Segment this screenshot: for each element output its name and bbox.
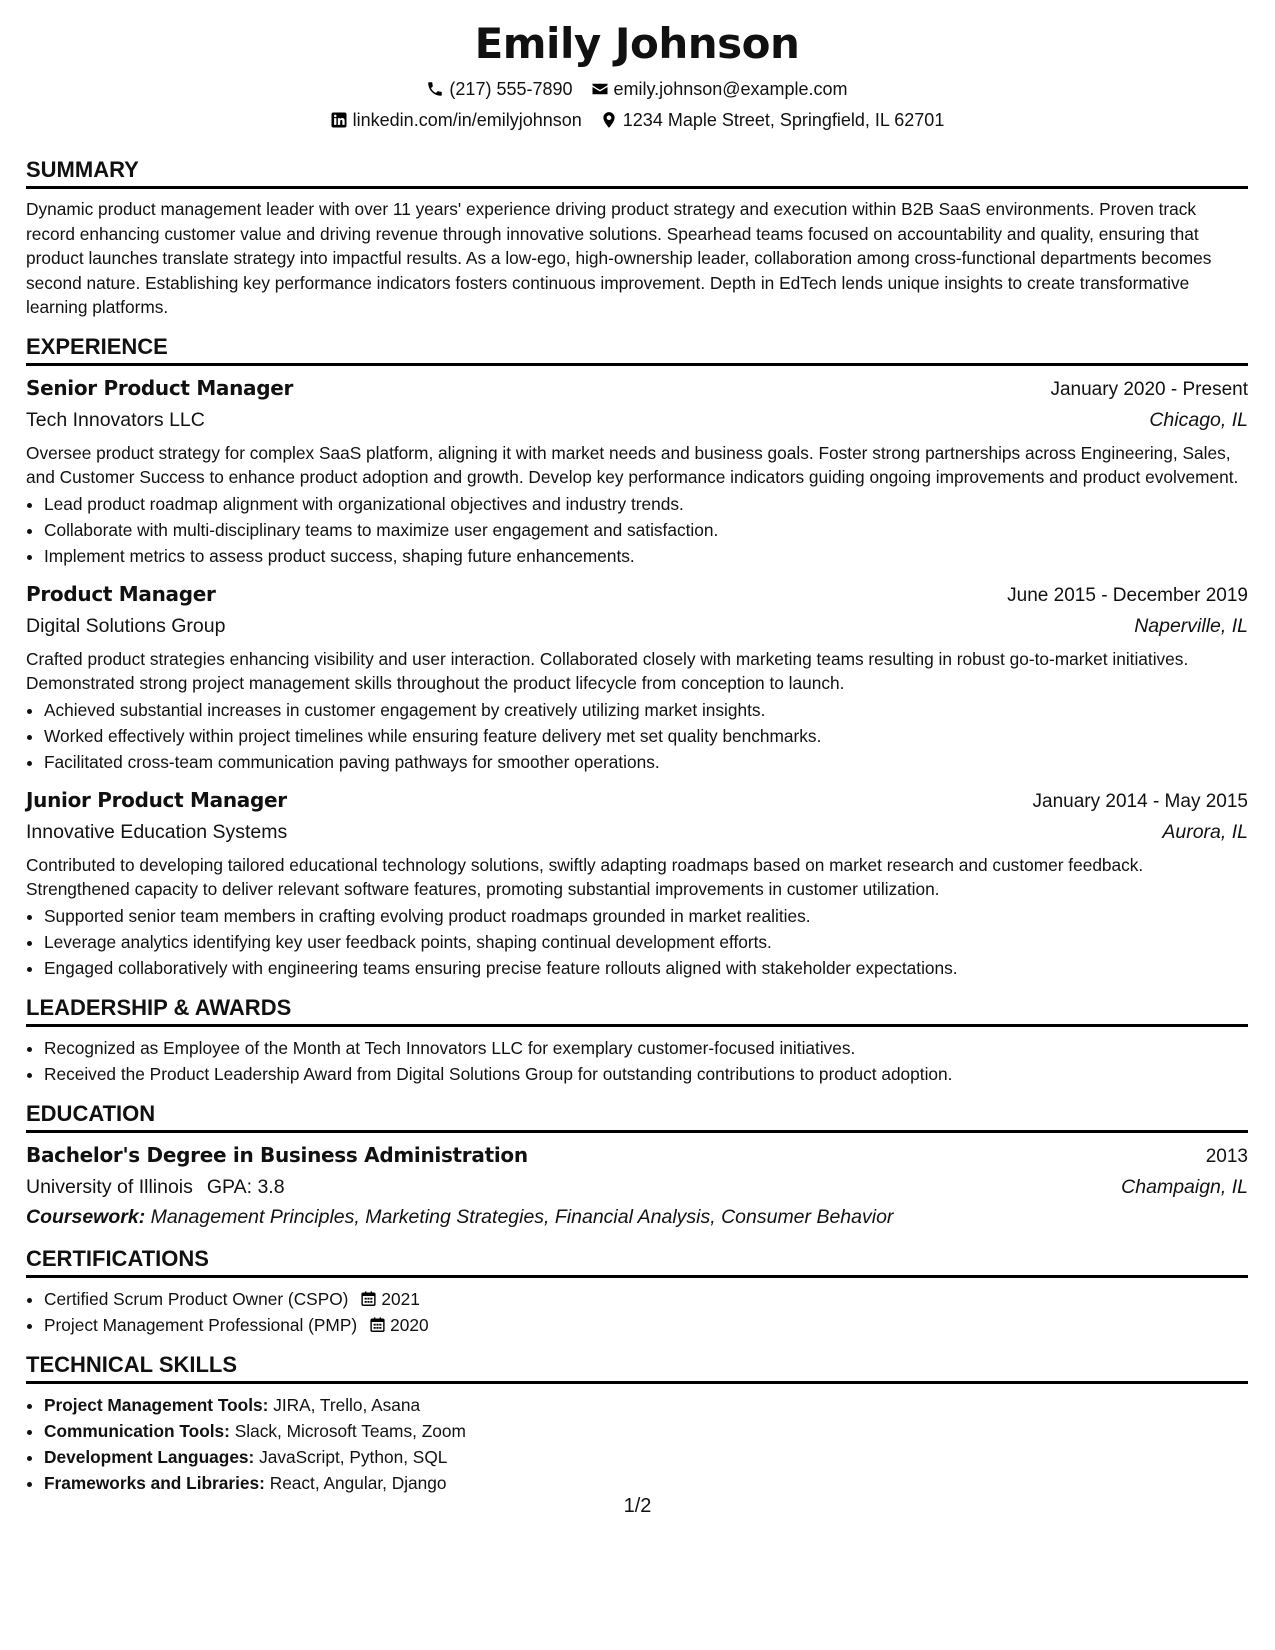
list-item: • Supported senior team members in crafting evolving product roadmaps grounded in market realities.	[44, 903, 1248, 929]
skills-title: TECHNICAL SKILLS	[26, 1352, 1248, 1384]
linkedin-text[interactable]: linkedin.com/in/emilyjohnson	[352, 110, 582, 130]
resume-page	[26, 18, 1248, 1496]
job-title: Junior Product Manager	[26, 787, 287, 812]
calendar-icon	[369, 1316, 386, 1333]
school-name: University of Illinois	[26, 1175, 193, 1198]
job-title: Product Manager	[26, 581, 216, 606]
summary-text: Dynamic product management leader with over 11 years' experience driving product strategy and execution within B2B SaaS environments. Proven track record enhancing customer value and driving revenue through innovative solutions. Spearhead teams focused on accountability and quality, ensuring that product launches translate strategy into impactful results. As a low-ego, high-ownership leader, collaboration among cross-functional departments becomes second nature. Establishing key performance indicators fosters continuous improvement. Depth in EdTech lends unique insights to create transformative learning platforms.	[26, 199, 1212, 317]
job-location: Naperville, IL	[1134, 614, 1248, 637]
list-item: • Lead product roadmap alignment with organizational objectives and industry trends.	[44, 491, 1248, 517]
job-company: Tech Innovators LLC	[26, 408, 205, 431]
education-title: EDUCATION	[26, 1101, 1248, 1133]
calendar-icon	[360, 1290, 377, 1307]
summary-section	[26, 157, 1248, 320]
contact-row-1	[26, 78, 1248, 100]
phone-icon	[426, 80, 444, 98]
skill-value: JIRA, Trello, Asana	[273, 1394, 421, 1415]
list-item	[44, 1470, 1248, 1496]
job-location: Chicago, IL	[1149, 408, 1248, 431]
job-description: Oversee product strategy for complex SaaS platform, aligning it with market needs and business goals. Foster strong partnerships across Engineering, Sales, and Customer Success to enhance product adoption and growth. Develop key performance indicators guiding ongoing improvements and product evolvement.	[26, 442, 1239, 487]
list-item: • Facilitated cross-team communication paving pathways for smoother operations.	[44, 749, 1248, 775]
list-item	[44, 1392, 1248, 1418]
coursework-label: Coursework:	[26, 1205, 146, 1228]
list-item: • Worked effectively within project timelines while ensuring feature delivery met set quality benchmarks.	[44, 723, 1248, 749]
skill-label: Development Languages:	[44, 1446, 255, 1467]
skills-section	[26, 1352, 1248, 1496]
awards-list	[26, 1035, 1248, 1087]
skill-value: React, Angular, Django	[269, 1472, 447, 1493]
job-title: Senior Product Manager	[26, 375, 294, 400]
school-line	[26, 1172, 285, 1202]
graduation-year: 2013	[1205, 1145, 1248, 1167]
candidate-name: Emily Johnson	[474, 19, 800, 68]
education-section	[26, 1101, 1248, 1232]
page-number: 1/2	[623, 1495, 652, 1517]
job-location: Aurora, IL	[1162, 820, 1248, 843]
degree-title: Bachelor's Degree in Business Administration	[26, 1142, 528, 1167]
phone-contact	[426, 78, 572, 100]
list-item	[44, 1312, 1248, 1338]
job-dates: January 2020 - Present	[1050, 378, 1248, 400]
job-dates: June 2015 - December 2019	[1007, 584, 1248, 606]
cert-year: 2020	[390, 1314, 429, 1335]
skills-list	[26, 1392, 1248, 1496]
experience-title: EXPERIENCE	[26, 334, 1248, 366]
contact-row-2	[26, 109, 1248, 131]
address-text: 1234 Maple Street, Springfield, IL 62701	[622, 110, 945, 130]
cert-year: 2021	[381, 1288, 420, 1309]
experience-section	[26, 334, 1248, 981]
cert-name: • Project Management Professional (PMP)	[44, 1314, 358, 1335]
skill-label: Project Management Tools:	[44, 1394, 269, 1415]
job-entry	[26, 579, 1248, 775]
job-bullets	[26, 903, 1248, 981]
list-item: • Leverage analytics identifying key user feedback points, shaping continual development efforts.	[44, 929, 1248, 955]
gpa: GPA: 3.8	[206, 1175, 285, 1198]
list-item: • Achieved substantial increases in customer engagement by creatively utilizing market insights.	[44, 697, 1248, 723]
coursework-text: Management Principles, Marketing Strategies, Financial Analysis, Consumer Behavior	[150, 1205, 894, 1228]
job-bullets	[26, 491, 1248, 569]
certifications-list	[26, 1286, 1248, 1338]
list-item: • Received the Product Leadership Award from Digital Solutions Group for outstanding contributions to product adoption.	[44, 1061, 1248, 1087]
list-item	[44, 1418, 1248, 1444]
skill-label: Communication Tools:	[44, 1420, 230, 1441]
phone-text: (217) 555-7890	[449, 79, 573, 99]
job-bullets	[26, 697, 1248, 775]
list-item: • Recognized as Employee of the Month at Tech Innovators LLC for exemplary customer-focused initiatives.	[44, 1035, 1248, 1061]
linkedin-icon	[330, 111, 348, 129]
cert-name: • Certified Scrum Product Owner (CSPO)	[44, 1288, 349, 1309]
skill-label: Frameworks and Libraries:	[44, 1472, 265, 1493]
list-item: • Engaged collaboratively with engineering teams ensuring precise feature rollouts aligned with stakeholder expectations.	[44, 955, 1248, 981]
certifications-title: CERTIFICATIONS	[26, 1246, 1248, 1278]
leadership-title: LEADERSHIP & AWARDS	[26, 995, 1248, 1027]
linkedin-contact[interactable]	[330, 109, 582, 131]
list-item: • Implement metrics to assess product success, shaping future enhancements.	[44, 543, 1248, 569]
list-item	[44, 1444, 1248, 1470]
summary-title: SUMMARY	[26, 157, 1248, 189]
job-dates: January 2014 - May 2015	[1032, 790, 1248, 812]
certifications-section	[26, 1246, 1248, 1338]
email-text[interactable]: emily.johnson@example.com	[613, 79, 848, 99]
job-description: Crafted product strategies enhancing visibility and user interaction. Collaborated closely with marketing teams resulting in robust go-to-market initiatives. Demonstrated strong project management skills throughout the product lifecycle from conception to launch.	[26, 648, 1189, 693]
address-contact	[600, 109, 945, 131]
list-item: • Collaborate with multi-disciplinary teams to maximize user engagement and satisfaction.	[44, 517, 1248, 543]
job-company: Innovative Education Systems	[26, 820, 288, 843]
job-company: Digital Solutions Group	[26, 614, 226, 637]
job-entry	[26, 785, 1248, 981]
leadership-section	[26, 995, 1248, 1087]
job-entry	[26, 373, 1248, 569]
skill-value: Slack, Microsoft Teams, Zoom	[234, 1420, 466, 1441]
education-entry	[26, 1140, 1248, 1232]
skill-value: JavaScript, Python, SQL	[259, 1446, 448, 1467]
job-description: Contributed to developing tailored educational technology solutions, swiftly adapting roadmaps based on market research and customer feedback. Strengthened capacity to deliver relevant software features, promoting substantial improvements in customer utilization.	[26, 854, 1144, 899]
school-location: Champaign, IL	[1121, 1175, 1248, 1198]
email-contact[interactable]	[591, 78, 848, 100]
map-marker-icon	[600, 111, 618, 129]
list-item	[44, 1286, 1248, 1312]
envelope-icon	[591, 80, 609, 98]
coursework-line	[26, 1202, 1248, 1232]
